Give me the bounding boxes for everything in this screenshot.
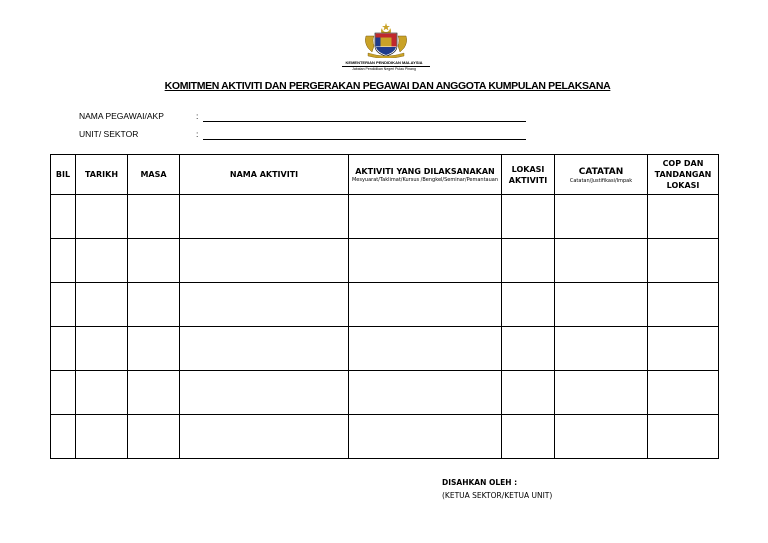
table-cell[interactable] bbox=[349, 283, 502, 327]
table-cell[interactable] bbox=[51, 195, 76, 239]
table-cell[interactable] bbox=[648, 327, 719, 371]
form-title: KOMITMEN AKTIVITI DAN PERGERAKAN PEGAWAI DAN ANGGOTA KUMPULAN PELAKSANA bbox=[164, 80, 611, 92]
unit-sector-field[interactable] bbox=[203, 139, 526, 140]
table-cell[interactable] bbox=[76, 327, 128, 371]
column-header-bil: BIL bbox=[51, 155, 76, 195]
table-cell[interactable] bbox=[349, 415, 502, 459]
table-cell[interactable] bbox=[349, 327, 502, 371]
table-cell[interactable] bbox=[180, 371, 349, 415]
table-cell[interactable] bbox=[555, 327, 648, 371]
unit-sector-label: UNIT/ SEKTOR bbox=[79, 129, 139, 139]
table-cell[interactable] bbox=[128, 327, 180, 371]
table-cell[interactable] bbox=[51, 327, 76, 371]
column-header-aktiviti-dilaksanakan bbox=[349, 155, 502, 195]
table-cell[interactable] bbox=[555, 195, 648, 239]
table-cell[interactable] bbox=[502, 239, 555, 283]
table-cell[interactable] bbox=[180, 327, 349, 371]
table-cell[interactable] bbox=[555, 371, 648, 415]
table-cell[interactable] bbox=[648, 371, 719, 415]
table-cell[interactable] bbox=[555, 415, 648, 459]
table-cell[interactable] bbox=[180, 239, 349, 283]
table-cell[interactable] bbox=[180, 195, 349, 239]
ministry-name: KEMENTERIAN PENDIDIKAN MALAYSIA bbox=[345, 60, 423, 65]
table-row bbox=[51, 327, 719, 371]
column-header-tarikh: TARIKH bbox=[76, 155, 128, 195]
column-header-aktiviti-dilaksanakan-sub: Mesyuarat/Taklimat/Kursus /Bengkel/Seminar/Pemantauan bbox=[351, 177, 499, 183]
table-cell[interactable] bbox=[349, 371, 502, 415]
table-cell[interactable] bbox=[76, 283, 128, 327]
table-cell[interactable] bbox=[180, 283, 349, 327]
table-header-row bbox=[51, 155, 719, 195]
column-header-aktiviti-dilaksanakan-label: AKTIVITI YANG DILAKSANAKAN bbox=[355, 167, 495, 176]
column-header-masa: MASA bbox=[128, 155, 180, 195]
unit-sector-colon: : bbox=[196, 129, 199, 139]
table-cell[interactable] bbox=[51, 239, 76, 283]
table-cell[interactable] bbox=[648, 195, 719, 239]
table-cell[interactable] bbox=[555, 239, 648, 283]
table-cell[interactable] bbox=[128, 415, 180, 459]
table-cell[interactable] bbox=[502, 371, 555, 415]
table-cell[interactable] bbox=[128, 283, 180, 327]
table-cell[interactable] bbox=[502, 195, 555, 239]
table-cell[interactable] bbox=[648, 283, 719, 327]
column-header-nama-aktiviti: NAMA AKTIVITI bbox=[180, 155, 349, 195]
table-cell[interactable] bbox=[555, 283, 648, 327]
table-cell[interactable] bbox=[76, 371, 128, 415]
table-cell[interactable] bbox=[51, 415, 76, 459]
table-row bbox=[51, 195, 719, 239]
table-cell[interactable] bbox=[349, 239, 502, 283]
activity-table bbox=[50, 154, 719, 459]
column-header-catatan-sub: Catatan/Justifikasi/Impak bbox=[569, 177, 633, 184]
coat-of-arms-logo bbox=[360, 22, 412, 58]
officer-name-label: NAMA PEGAWAI/AKP bbox=[79, 111, 164, 121]
table-cell[interactable] bbox=[128, 371, 180, 415]
table-cell[interactable] bbox=[128, 239, 180, 283]
table-cell[interactable] bbox=[502, 283, 555, 327]
table-row bbox=[51, 239, 719, 283]
approved-by-label: DISAHKAN OLEH : bbox=[442, 478, 518, 487]
approver-role: (KETUA SEKTOR/KETUA UNIT) bbox=[442, 491, 553, 500]
column-header-cop-tandangan: COP DAN TANDANGAN LOKASI bbox=[648, 155, 719, 195]
table-cell[interactable] bbox=[502, 327, 555, 371]
table-row bbox=[51, 283, 719, 327]
table-body bbox=[51, 195, 719, 459]
table-row bbox=[51, 371, 719, 415]
table-cell[interactable] bbox=[51, 283, 76, 327]
table-cell[interactable] bbox=[51, 371, 76, 415]
table-cell[interactable] bbox=[648, 239, 719, 283]
column-header-catatan bbox=[555, 155, 648, 195]
table-cell[interactable] bbox=[128, 195, 180, 239]
column-header-lokasi-aktiviti: LOKASI AKTIVITI bbox=[502, 155, 555, 195]
table-cell[interactable] bbox=[180, 415, 349, 459]
table-cell[interactable] bbox=[349, 195, 502, 239]
officer-name-field[interactable] bbox=[203, 121, 526, 122]
column-header-catatan-label: CATATAN bbox=[578, 166, 624, 177]
table-cell[interactable] bbox=[76, 415, 128, 459]
table-row bbox=[51, 415, 719, 459]
department-name: Jabatan Pendidikan Negeri Pulau Pinang bbox=[352, 67, 416, 71]
table-cell[interactable] bbox=[648, 415, 719, 459]
officer-name-colon: : bbox=[196, 111, 199, 121]
table-cell[interactable] bbox=[502, 415, 555, 459]
table-cell[interactable] bbox=[76, 195, 128, 239]
table-cell[interactable] bbox=[76, 239, 128, 283]
